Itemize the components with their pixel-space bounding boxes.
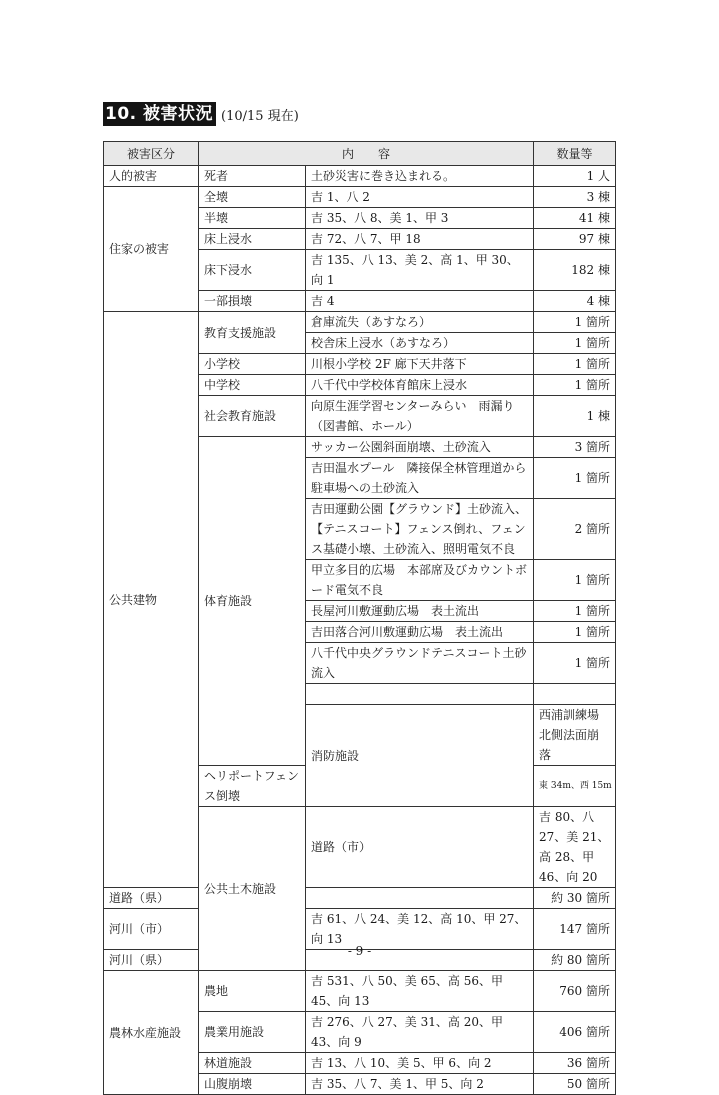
content-cell bbox=[306, 888, 534, 909]
content-cell: 土砂災害に巻き込まれる。 bbox=[306, 166, 534, 187]
subcategory-cell: 一部損壊 bbox=[199, 291, 306, 312]
quantity-cell: 2 箇所 bbox=[534, 499, 616, 560]
quantity-cell: 東 34m、西 15m bbox=[534, 766, 616, 807]
quantity-cell: 1 箇所 bbox=[534, 622, 616, 643]
subcategory-cell: 河川（県） bbox=[104, 950, 199, 971]
category-cell: 公共土木施設 bbox=[199, 807, 306, 971]
quantity-cell: 1 棟 bbox=[534, 396, 616, 437]
table-row bbox=[104, 971, 616, 1012]
subcategory-cell: 林道施設 bbox=[199, 1053, 306, 1074]
content-cell: 校舎床上浸水（あすなろ） bbox=[306, 333, 534, 354]
quantity-cell: 1 箇所 bbox=[534, 458, 616, 499]
content-cell: 甲立多目的広場 本部席及びカウントボード電気不良 bbox=[306, 560, 534, 601]
subcategory-cell: 小学校 bbox=[199, 354, 306, 375]
content-cell: 吉田落合河川敷運動広場 表土流出 bbox=[306, 622, 534, 643]
quantity-cell: 3 箇所 bbox=[534, 437, 616, 458]
section-date: (10/15 現在) bbox=[221, 108, 299, 124]
content-cell: ヘリポートフェンス倒壊 bbox=[199, 766, 306, 807]
table-row bbox=[104, 166, 616, 187]
quantity-cell: 182 棟 bbox=[534, 250, 616, 291]
content-cell: 吉田温水プール 隣接保全林管理道から駐車場への土砂流入 bbox=[306, 458, 534, 499]
section-title: 被害状況 bbox=[143, 104, 214, 124]
quantity-cell: 1 箇所 bbox=[534, 560, 616, 601]
header-quantity: 数量等 bbox=[534, 142, 616, 166]
content-cell: 吉 35、八 7、美 1、甲 5、向 2 bbox=[306, 1074, 534, 1095]
table-row bbox=[104, 312, 616, 333]
header-content: 内 容 bbox=[199, 142, 534, 166]
table-row bbox=[104, 888, 616, 909]
quantity-cell: 1 人 bbox=[534, 166, 616, 187]
content-cell: 倉庫流失（あすなろ） bbox=[306, 312, 534, 333]
section-number: 10. bbox=[105, 104, 137, 124]
content-cell: 吉 135、八 13、美 2、高 1、甲 30、向 1 bbox=[306, 250, 534, 291]
quantity-cell: 1 箇所 bbox=[534, 375, 616, 396]
content-cell: 吉 61、八 24、美 12、高 10、甲 27、向 13 bbox=[306, 909, 534, 950]
subcategory-cell: 道路（市） bbox=[306, 807, 534, 888]
quantity-cell: 41 棟 bbox=[534, 208, 616, 229]
quantity-cell: 1 箇所 bbox=[534, 333, 616, 354]
subcategory-cell: 農地 bbox=[199, 971, 306, 1012]
header-category: 被害区分 bbox=[104, 142, 199, 166]
content-cell: 八千代中学校体育館床上浸水 bbox=[306, 375, 534, 396]
subcategory-cell: 床上浸水 bbox=[199, 229, 306, 250]
quantity-cell: 1 箇所 bbox=[534, 354, 616, 375]
content-cell: 川根小学校 2F 廊下天井落下 bbox=[306, 354, 534, 375]
subcategory-cell: 道路（県） bbox=[104, 888, 199, 909]
subcategory-cell: 体育施設 bbox=[199, 437, 306, 766]
quantity-cell: 97 棟 bbox=[534, 229, 616, 250]
content-cell bbox=[306, 684, 534, 705]
table-header-row bbox=[104, 142, 616, 166]
quantity-cell: 36 箇所 bbox=[534, 1053, 616, 1074]
category-cell: 公共建物 bbox=[104, 312, 199, 888]
subcategory-cell: 消防施設 bbox=[306, 705, 534, 807]
subcategory-cell: 全壊 bbox=[199, 187, 306, 208]
category-cell: 住家の被害 bbox=[104, 187, 199, 312]
content-cell: サッカー公園斜面崩壊、土砂流入 bbox=[306, 437, 534, 458]
quantity-cell bbox=[534, 684, 616, 705]
subcategory-cell: 社会教育施設 bbox=[199, 396, 306, 437]
category-cell: 人的被害 bbox=[104, 166, 199, 187]
quantity-cell: 1 箇所 bbox=[534, 601, 616, 622]
subcategory-cell: 中学校 bbox=[199, 375, 306, 396]
quantity-cell: 406 箇所 bbox=[534, 1012, 616, 1053]
table-row bbox=[104, 187, 616, 208]
content-cell: 八千代中央グラウンドテニスコート土砂流入 bbox=[306, 643, 534, 684]
subcategory-cell: 半壊 bbox=[199, 208, 306, 229]
subcategory-cell: 教育支援施設 bbox=[199, 312, 306, 354]
content-cell: 吉 531、八 50、美 65、高 56、甲 45、向 13 bbox=[306, 971, 534, 1012]
quantity-cell: 1 箇所 bbox=[534, 643, 616, 684]
quantity-cell: 約 80 箇所 bbox=[534, 950, 616, 971]
subcategory-cell: 山腹崩壊 bbox=[199, 1074, 306, 1095]
category-cell: 農林水産施設 bbox=[104, 971, 199, 1095]
content-cell: 吉 276、八 27、美 31、高 20、甲 43、向 9 bbox=[306, 1012, 534, 1053]
subcategory-cell: 死者 bbox=[199, 166, 306, 187]
subcategory-cell: 床下浸水 bbox=[199, 250, 306, 291]
quantity-cell: 50 箇所 bbox=[534, 1074, 616, 1095]
quantity-cell: 760 箇所 bbox=[534, 971, 616, 1012]
content-cell: 吉 13、八 10、美 5、甲 6、向 2 bbox=[306, 1053, 534, 1074]
content-cell: 長屋河川敷運動広場 表土流出 bbox=[306, 601, 534, 622]
section-heading bbox=[103, 102, 299, 126]
page-number: - 9 - bbox=[347, 944, 372, 958]
content-cell: 吉 72、八 7、甲 18 bbox=[306, 229, 534, 250]
quantity-cell: 1 箇所 bbox=[534, 312, 616, 333]
content-cell: 西浦訓練場北側法面崩落 bbox=[534, 705, 616, 766]
subcategory-cell: 河川（市） bbox=[104, 909, 199, 950]
subcategory-cell: 農業用施設 bbox=[199, 1012, 306, 1053]
content-cell: 向原生涯学習センターみらい 雨漏り（図書館、ホール） bbox=[306, 396, 534, 437]
quantity-cell: 3 棟 bbox=[534, 187, 616, 208]
quantity-cell: 4 棟 bbox=[534, 291, 616, 312]
content-cell: 吉田運動公園【グラウンド】土砂流入、【テニスコート】フェンス倒れ、フェンス基礎小壊、土砂流入、照明電気不良 bbox=[306, 499, 534, 560]
quantity-cell: 約 30 箇所 bbox=[534, 888, 616, 909]
content-cell: 吉 1、八 2 bbox=[306, 187, 534, 208]
content-cell: 吉 35、八 8、美 1、甲 3 bbox=[306, 208, 534, 229]
content-cell: 吉 4 bbox=[306, 291, 534, 312]
quantity-cell: 147 箇所 bbox=[534, 909, 616, 950]
section-title-box bbox=[103, 102, 216, 126]
content-cell: 吉 80、八 27、美 21、高 28、甲 46、向 20 bbox=[534, 807, 616, 888]
